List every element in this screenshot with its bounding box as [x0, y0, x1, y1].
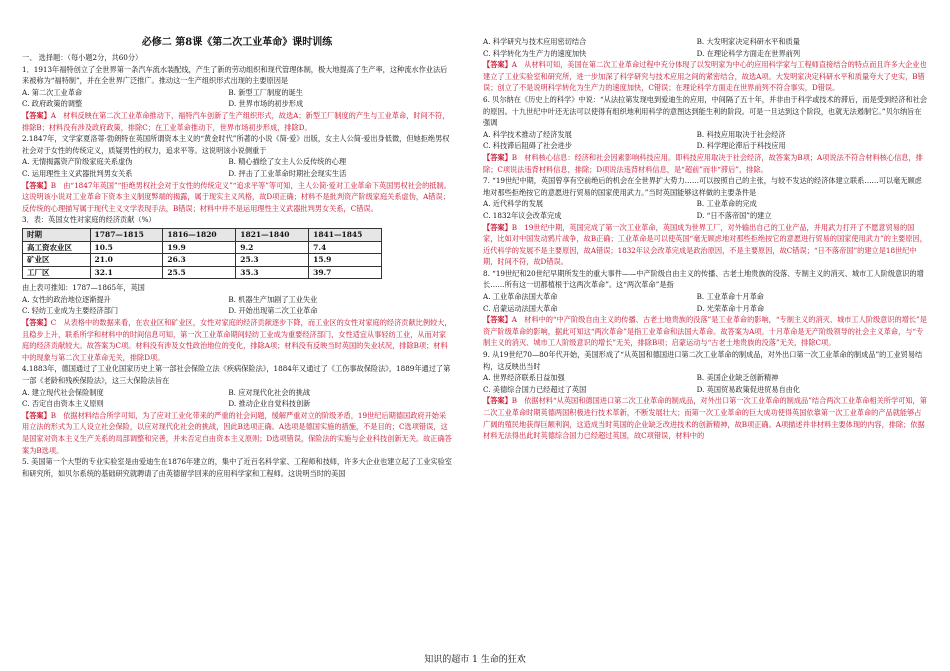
option: A. 第二次工业革命: [22, 87, 83, 97]
answer-text: A 从材料可知，美国在第二次工业革命过程中充分体现了以发明家为中心的应用科学家与工程师直接结合的特点而且许多大企业也建立了工业实验室和研究所，进一步加深了科学研究与技术应用之间的紧密结合，故选A项。大发明家决定科研水平和质量夸大了史实，B错误；创立了不是说明科学转化为生产力的速度加快，C错误；在理论科学方面走在世界前列不符合事实，D错误。: [483, 60, 927, 93]
question-9-answer: [483, 395, 928, 441]
answer-tag: 【答案】: [22, 110, 51, 120]
option: A. 世界经济联系日益加强: [483, 373, 565, 383]
question-7-options: [483, 198, 928, 221]
table-cell: 9.2: [236, 241, 309, 254]
table-header-row: [23, 228, 382, 241]
question-5-options: [483, 36, 928, 59]
question-5-answer: [483, 59, 928, 94]
option: C. 政府政策的调整: [22, 99, 83, 109]
question-6-options: [483, 129, 928, 152]
answer-tag: 【答案】: [22, 180, 51, 190]
table-cell: 39.7: [309, 266, 382, 279]
question-8-stem: 8. “19世纪和20世纪早期所发生的重大事件——中产阶级自由主义的传播、古老土地贵族的没落、专制主义的消灭、城市工人阶级意识的增长……所有这一切都植根于这两次革命”。这“两次革命”是指: [483, 268, 924, 290]
answer-text: B 19世纪中期，英国完成了第一次工业革命，英国成为世界工厂，对外输出自己的工业产品，并用武力打开了不愿意贸易的国家，比如对中国发动鸦片战争，故B正确；工业革命是可以使英国“毫无顾虑地对那些拒绝按它的意愿进行贸易的国家使用武力”的主要原因，近代科学的发展不是主要原因，故A错误；1832年议会改革完成是政治原因，不是主要原因，故C错误；“日不落帝国”的建立是18世纪中期，时间不符，故D错误。: [483, 222, 927, 267]
table-cell: 25.3: [236, 254, 309, 267]
table-cell: 35.3: [236, 266, 309, 279]
table-header: 1787—1815: [90, 228, 163, 241]
option: B. 应对现代化社会的挑战: [228, 387, 311, 397]
option: D. 在理论科学方面走在世界前列: [696, 48, 801, 58]
question-6-stem: 6. 贝尔纳在《历史上的科学》中说：“从法拉第发现电到爱迪生的应用，中间隔了五十年，并非由于科学或技术的滞后，而是受到经济和社会的原因。十九世纪中叶还无法可以使得有组织地利用科学的意图达到能生利的阶段。可是一旦达到这个阶段，也就无法遏制它。”贝尔纳旨在强调: [483, 94, 928, 128]
table-cell: 工厂区: [23, 266, 91, 279]
question-2-answer: [22, 180, 452, 215]
table-cell: 15.9: [309, 254, 382, 267]
table-cell: 19.9: [163, 241, 236, 254]
table-cell: 高工资农业区: [23, 241, 91, 254]
answer-text: C 从表格中的数据来看，在农业区和矿业区，女性对家庭的经济贡献逐步下降，而工业区的女性对家庭的经济贡献比例较大，且稳步上升，联系所学和材料中的时间信息可知，第一次工业革命期间轻纺工业成为重要经济部门，女性适宜从事轻纺工业，从而对家庭的经济贡献较大。故答案为C项。材料没有涉及女性政治地位的变化，排除A项；材料没有反映当时英国的失业状况，排除B项；材料中的现象与第二次工业革命无关，排除D项。: [22, 318, 452, 362]
answer-tag: 【答案】: [483, 315, 512, 325]
answer-tag: 【答案】: [483, 396, 512, 406]
question-3-options: [22, 294, 452, 317]
question-1-answer: [22, 110, 452, 133]
option: B. 新型工厂制度的诞生: [228, 87, 303, 97]
option: A. 建立现代社会保险制度: [22, 387, 104, 397]
question-3-stem: 3．表：英国女性对家庭的经济贡献（%）: [22, 215, 156, 225]
option: D. 世界市场的初步形成: [228, 99, 304, 109]
question-3-lead: 由上表可推知：1787—1865年，英国: [22, 283, 145, 293]
table-header: 时期: [23, 228, 91, 241]
contribution-table: [22, 228, 382, 279]
option: D. “日不落帝国”的建立: [696, 210, 772, 220]
question-1-stem: 1．1913年福特创立了全世界第一条汽车流水装配线，产生了新的劳动组织和现代管理体制，极大地提高了生产率，这种流水作业法后来被称为“福特制”，并在全世界广泛推广。推动这一生产组织形式出现的主要原因是: [22, 64, 448, 86]
question-8-answer: [483, 314, 928, 349]
question-9-stem: 9. 从19世纪70—80年代开始，美国形成了“从英国和德国进口第二次工业革命的制成品，对外出口第一次工业革命的制成品”的工业贸易结构，这反映出当时: [483, 350, 923, 371]
table-header: 1816—1820: [163, 228, 236, 241]
option: B. 美国企业缺乏创新精神: [696, 373, 779, 383]
option: B. 科技应用取决于社会经济: [696, 129, 786, 139]
answer-tag: 【答案】: [483, 60, 512, 70]
option: C. 美德综合国力已经超过了英国: [483, 384, 587, 394]
question-4-stem: 4.1883年，德国通过了工业化国家历史上第一部社会保险立法《疾病保险法》，1884年又通过了《工伤事故保险法》，1889年通过了第一部《老龄和残疾保险法》，这三大保险法旨在: [22, 364, 451, 386]
option: B. 精心描绘了女主人公反传统的心理: [228, 157, 347, 167]
question-4-options: [22, 387, 452, 410]
option: D. 英国贸易政策促进贸易自由化: [696, 384, 801, 394]
option: B. 工业革命十月革命: [696, 292, 764, 302]
option: C. 否定自由资本主义原则: [22, 399, 104, 409]
answer-text: B 材料核心信息：经济和社会因素影响科技应用。即科技应用取决于社会经济，故答案为B项；A项说法不符合材料核心信息，排除；C项说法违背材料信息，排除；D项说法违背材料信息，是“超前”而非“滞后”，排除。: [483, 152, 923, 174]
table-cell: 矿业区: [23, 254, 91, 267]
answer-text: A 材料中的“中产阶级自由主义的传播、古老土地贵族的没落”是工业革命的影响，“专制主义的消灭、城市工人阶级意识的增长”是资产阶级革命的影响，据此可知这“两次革命”是指工业革命和法国大革命。故答案为A项。十月革命是无产阶级领导的社会主义革命，与“专制主义的消灭、城市工人阶级意识的增长”无关，排除B项；启蒙运动与“古老土地贵族的没落”无关，排除C项。: [483, 315, 927, 348]
question-6-answer: [483, 152, 928, 175]
question-3-answer: [22, 317, 452, 363]
table-cell: 10.5: [90, 241, 163, 254]
option: C. 科技滞后阻碍了社会进步: [483, 141, 572, 151]
option: A. 科学技术推动了经济发展: [483, 129, 572, 139]
table-row: [23, 254, 382, 267]
table-row: [23, 241, 382, 254]
table-cell: 32.1: [90, 266, 163, 279]
table-cell: 7.4: [309, 241, 382, 254]
option: D. 推动企业自觉科技创新: [228, 399, 311, 409]
section-heading: 一、 选择题：（每小题2分，共60分）: [22, 53, 143, 62]
table-cell: 25.5: [163, 266, 236, 279]
question-7-answer: [483, 222, 928, 268]
option: A. 工业革命法国大革命: [483, 292, 558, 302]
option: C. 运用理性主义武器批判男女关系: [22, 168, 133, 178]
option: C. 轻纺工业成为主要经济部门: [22, 306, 119, 316]
table-cell: 21.0: [90, 254, 163, 267]
answer-tag: 【答案】: [483, 222, 512, 232]
option: A. 科学研究与技术应用密切结合: [483, 37, 587, 46]
option: A. 无情揭露资产阶级家庭关系虚伪: [22, 157, 133, 167]
question-9-options: [483, 372, 928, 395]
question-4-answer: [22, 410, 452, 456]
option: C. 科学转化为生产力的速度加快: [483, 48, 587, 58]
option: D. 光荣革命十月革命: [696, 303, 765, 313]
question-2-stem: 2.1847年，文学家夏洛蒂·勃朗特在英国所谓资本主义的“黄金时代”所著的小说《简·爱》出版，女主人公简·爱出身低微，但她拒绝男权社会对于女性的传统定义，质疑男性的权力，追求平等。这说明该小说侧重于: [22, 134, 450, 155]
answer-text: A 材料反映在第二次工业革命推动下，福特汽车创新了生产组织形式，故选A；新型工厂制度的产生与工业革命，时间不符，排除B；材料没有涉及政府政策，排除C；在工业革命推动下，世界市场初步形成，排除D。: [22, 110, 450, 132]
page-title: 必修二 第8课《第二次工业革命》课时训练: [141, 37, 333, 48]
answer-tag: 【答案】: [483, 152, 512, 162]
question-7-stem: 7. “19世纪中期，英国曾享有空前绝后的机会在全世界扩大势力……可以按照自己的主张，与较不发达的经济体建立联系……可以毫无顾虑地对那些拒绝按它的意愿进行贸易的国家使用武力。”当时英国能够这样做的主要条件是: [483, 176, 922, 197]
table-cell: 26.3: [163, 254, 236, 267]
option: B. 机器生产加剧了工业失业: [228, 294, 318, 304]
option: A. 女性的政治地位逐渐提升: [22, 294, 111, 304]
answer-tag: 【答案】: [22, 318, 51, 328]
question-1-options: [22, 87, 452, 110]
table-row: [23, 266, 382, 279]
question-5-stem: 5. 美国第一个大型的专业实验室是由爱迪生在1876年建立的，集中了近百名科学家、工程师和技师，许多大企业也建立起了工业实验室和研究所，如贝尔系统的基础研究就聘请了由英德留学回来的应用科学家和工程师。这说明当时的美国: [22, 457, 452, 478]
answer-text: B 依据材料结合所学可知，为了应对工业化带来的严重的社会问题，缓解严重对立的阶级矛盾，19世纪后期德国政府开始采用立法的形式为工人设立社会保险，以应对现代化社会的挑战，因此B选项正确。A选项是德国实施的措施，不是目的；C选项错误，这是国家对资本主义生产关系的局部调整和完善，并未否定自由资本主义原则；D选项错误，保险法的实施与企业科技创新无关。故正确答案为B选项。: [22, 410, 452, 455]
answer-tag: 【答案】: [22, 410, 51, 420]
question-2-options: [22, 156, 452, 179]
option: B. 工业革命的完成: [696, 199, 757, 209]
page-footer: 知识的超市 1 生命的狂欢: [424, 655, 526, 665]
table-header: 1821—1840: [236, 228, 309, 241]
option: D. 科学理论滞后于科技应用: [696, 141, 786, 151]
option: D. 抨击了工业革命时期社会现实生活: [228, 168, 347, 178]
option: A. 近代科学的发展: [483, 199, 544, 209]
right-column: [483, 36, 928, 442]
answer-text: B 由“1847年英国”“拒绝男权社会对于女性的传统定义”“追求平等”等可知，主人公简·爱对工业革命下英国男权社会的抵制。这说明该小说对工业革命下资本主义制度弊端的揭露，属于现实主义风格，故D项正确；材料不是批判资产阶级家庭关系虚伪，A错误；反传统的心理描写属于现代主义文学表现手法，B错误；材料中并不是运用理性主义武器批判男女关系，C错误。: [22, 180, 451, 213]
option: C. 1832年议会改革完成: [483, 210, 562, 220]
left-column: [22, 28, 452, 479]
option: C. 启蒙运动法国大革命: [483, 303, 558, 313]
table-header: 1841—1845: [309, 228, 382, 241]
question-8-options: [483, 291, 928, 314]
answer-text: B 依据材料“从英国和德国进口第二次工业革命的制成品，对外出口第一次工业革命的制成品”结合两次工业革命相关所学可知，第二次工业革命时期英德两国积极进行技术革新，不断发展壮大；而第一次工业革命的巨大成功使得英国依靠第一次工业革命的产品就能够占广阔的殖民地获得巨额利润，这造成当时英国的企业缺乏改进技术的创新精神，故B项正确。A项描述并非材料主要体现的内容，排除；依据材料无法得出此时英德综合国力已经超过英国，故C项错误，材料中的: [483, 396, 927, 441]
option: D. 开始出现第二次工业革命: [228, 306, 318, 316]
option: B. 大发明家决定科研水平和质量: [696, 37, 800, 46]
